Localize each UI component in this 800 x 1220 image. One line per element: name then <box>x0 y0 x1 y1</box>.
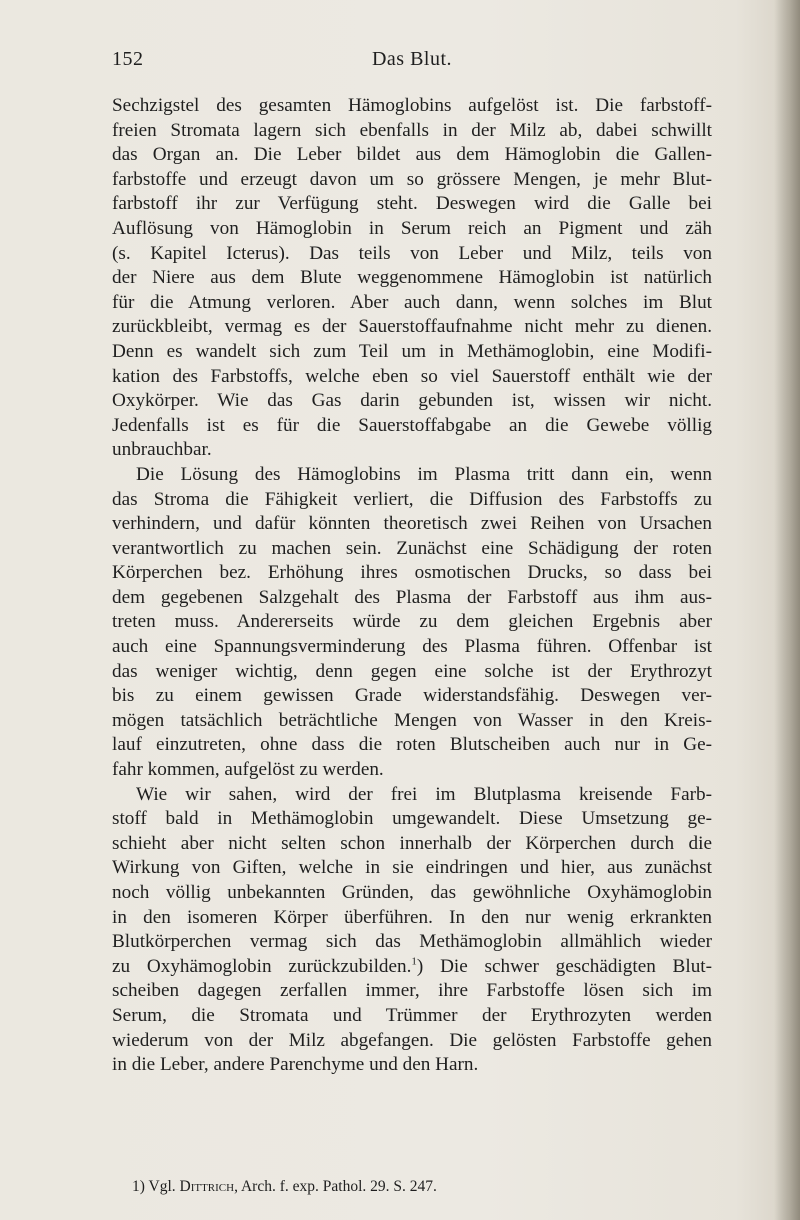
footnote-reference: 1 <box>411 955 417 968</box>
text-line: noch völlig unbekannten Gründen, das gewöhnliche Oxyhämoglobin <box>112 882 712 903</box>
text-line: mögen tatsächlich beträchtliche Mengen von Wasser in den Kreis- <box>112 709 712 731</box>
text-line: Oxykörper. Wie das Gas darin gebunden ist, wissen wir nicht. <box>112 390 712 412</box>
text-line-with-footnote-ref <box>112 955 712 980</box>
running-head: Das Blut. <box>371 48 453 70</box>
text-line: das Organ an. Die Leber bildet aus dem Hämoglobin die Gallen- <box>112 144 712 166</box>
text-line: farbstoff ihr zur Verfügung steht. Deswegen wird die Galle bei <box>112 193 712 215</box>
text-line: der Niere aus dem Blute weggenommene Hämoglobin ist natürlich <box>112 267 712 289</box>
text-line: bis zu einem gewissen Grade widerstandsfähig. Deswegen ver- <box>112 685 712 707</box>
text-line: in den isomeren Körper überführen. In den nur wenig erkrankten <box>112 906 712 928</box>
text-line: schieht aber nicht selten schon innerhalb der Körperchen durch die <box>112 832 712 854</box>
text-line: Die Lösung des Hämoglobins im Plasma tritt dann ein, wenn <box>136 463 712 485</box>
text-line: stoff bald in Methämoglobin umgewandelt. Diese Umsetzung ge- <box>112 808 712 830</box>
text-line: freien Stromata lagern sich ebenfalls in der Milz ab, dabei schwillt <box>112 119 712 141</box>
text-line: unbrauchbar. <box>112 439 212 461</box>
text-line: Wie wir sahen, wird der frei im Blutplasma kreisende Farb- <box>136 783 712 805</box>
text-line: Auflösung von Hämoglobin in Serum reich an Pigment und zäh <box>112 217 712 239</box>
text-line: farbstoffe und erzeugt davon um so grössere Mengen, je mehr Blut- <box>112 168 712 190</box>
footnote-citation: , Arch. f. exp. Pathol. 29. S. 247. <box>234 1178 437 1195</box>
text-line: scheiben dagegen zerfallen immer, ihre Farbstoffe lösen sich im <box>112 980 712 1002</box>
footnote-author: Dittrich <box>179 1178 235 1195</box>
text-line: auch eine Spannungsverminderung des Plasma führen. Offenbar ist <box>112 636 712 658</box>
page-header <box>112 48 712 74</box>
text-line: Wirkung von Giften, welche in sie eindringen und hier, aus zunächst <box>112 857 712 879</box>
text-line: für die Atmung verloren. Aber auch dann, wenn solches im Blut <box>112 291 712 313</box>
text-line: (s. Kapitel Icterus). Das teils von Leber und Milz, teils von <box>112 242 712 264</box>
text-line: Denn es wandelt sich zum Teil um in Methämoglobin, eine Modifi- <box>112 340 712 362</box>
body-text <box>112 94 712 1078</box>
text-line: kation des Farbstoffs, welche eben so viel Sauerstoff enthält wie der <box>112 365 712 387</box>
footnote-marker: 1) Vgl. <box>132 1178 176 1195</box>
text-line: verhindern, und dafür könnten theoretisch zwei Reihen von Ursachen <box>112 513 712 535</box>
text-line: verantwortlich zu machen sein. Zunächst eine Schädigung der roten <box>112 537 712 559</box>
text-line: Serum, die Stromata und Trümmer der Erythrozyten werden <box>112 1004 712 1026</box>
text-line: in die Leber, andere Parenchyme und den Harn. <box>112 1054 479 1076</box>
text-line: wiederum von der Milz abgefangen. Die gelösten Farbstoffe gehen <box>112 1029 712 1051</box>
text-line: das Stroma die Fähigkeit verliert, die Diffusion des Farbstoffs zu <box>112 488 712 510</box>
text-line: Blutkörperchen vermag sich das Methämoglobin allmählich wieder <box>112 931 712 953</box>
text-line-head: zu Oxyhämoglobin zurückzubilden. <box>112 955 412 977</box>
text-line: dem gegebenen Salzgehalt des Plasma der Farbstoff aus ihm aus- <box>112 586 712 608</box>
text-line: lauf einzutreten, ohne dass die roten Blutscheiben auch nur in Ge- <box>112 734 712 756</box>
text-line: treten muss. Andererseits würde zu dem gleichen Ergebnis aber <box>112 611 712 633</box>
text-line: zurückbleibt, vermag es der Sauerstoffaufnahme nicht mehr zu dienen. <box>112 316 712 338</box>
text-line-tail: ) Die schwer geschädigten Blut- <box>416 955 713 977</box>
page-edge-shadow <box>774 0 800 1220</box>
text-line: Jedenfalls ist es für die Sauerstoffabgabe an die Gewebe völlig <box>112 414 712 436</box>
footnote <box>132 1177 712 1197</box>
page-number: 152 <box>112 48 144 70</box>
text-line: Sechzigstel des gesamten Hämoglobins aufgelöst ist. Die farbstoff- <box>112 95 712 116</box>
text-line: Körperchen bez. Erhöhung ihres osmotischen Drucks, so dass bei <box>112 562 712 584</box>
text-line: fahr kommen, aufgelöst zu werden. <box>112 759 384 781</box>
text-line: das weniger wichtig, denn gegen eine solche ist der Erythrozyt <box>112 660 712 682</box>
